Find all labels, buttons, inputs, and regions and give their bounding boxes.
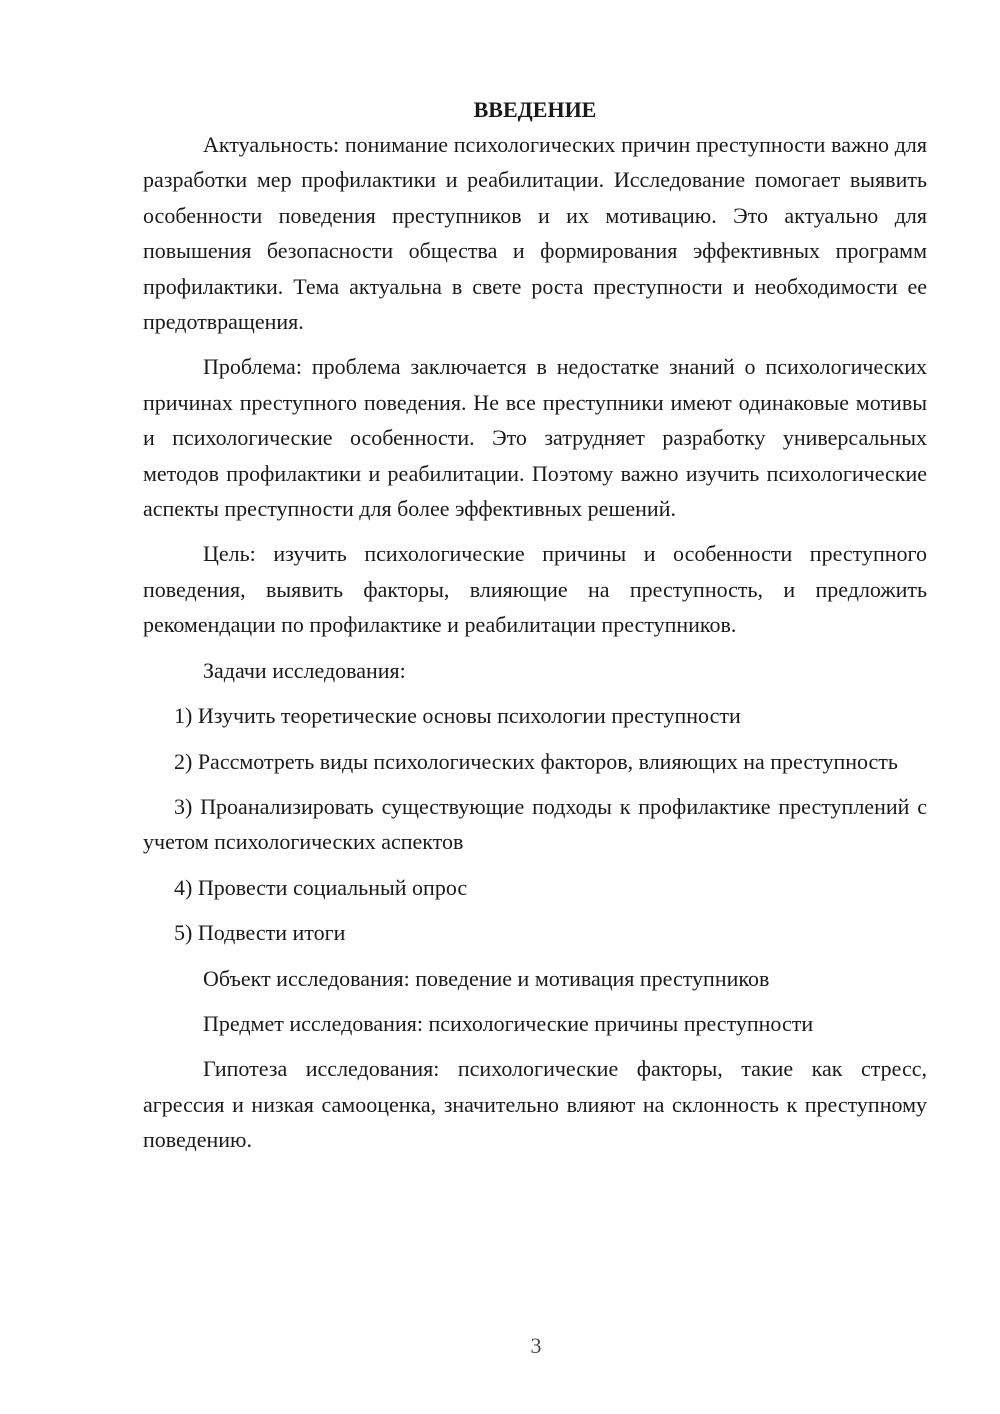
page-number: 3 <box>530 1333 542 1358</box>
research-object: Объект исследования: поведение и мотивация преступников <box>203 965 770 991</box>
research-subject: Предмет исследования: психологические причины преступности <box>203 1010 814 1036</box>
task-item-2: 2) Рассмотреть виды психологических факторов, влияющих на преступность <box>174 748 898 774</box>
task-item-4: 4) Провести социальный опрос <box>174 874 468 900</box>
relevance-paragraph: Актуальность: понимание психологических причин преступности важно для разработки мер профилактики и реабилитации. Исследование помогает выявить особенности поведения преступников и их мотивацию. Это актуально для повышения безопасности общества и формирования эффективных программ профилактики. Тема актуальна в свете роста преступности и необходимости ее предотвращения. <box>143 132 927 335</box>
task-item-5: 5) Подвести итоги <box>174 920 346 946</box>
task-item-3: 3) Проанализировать существующие подходы к профилактике преступлений с учетом психологических аспектов <box>143 793 927 855</box>
task-item-1: 1) Изучить теоретические основы психологии преступности <box>174 703 741 729</box>
section-heading: ВВЕДЕНИЕ <box>473 97 597 122</box>
tasks-title: Задачи исследования: <box>203 657 406 683</box>
goal-paragraph: Цель: изучить психологические причины и особенности преступного поведения, выявить факторы, влияющие на преступность, и предложить рекомендации по профилактике и реабилитации преступников. <box>143 541 927 638</box>
problem-paragraph: Проблема: проблема заключается в недостатке знаний о психологических причинах преступного поведения. Не все преступники имеют одинаковые мотивы и психологические особенности. Это затрудняет разработку универсальных методов профилактики и реабилитации. Поэтому важно изучить психологические аспекты преступности для более эффективных решений. <box>143 354 927 522</box>
document-page <box>143 92 927 1158</box>
research-hypothesis: Гипотеза исследования: психологические факторы, такие как стресс, агрессия и низкая самооценка, значительно влияют на склонность к преступному поведению. <box>143 1056 927 1153</box>
